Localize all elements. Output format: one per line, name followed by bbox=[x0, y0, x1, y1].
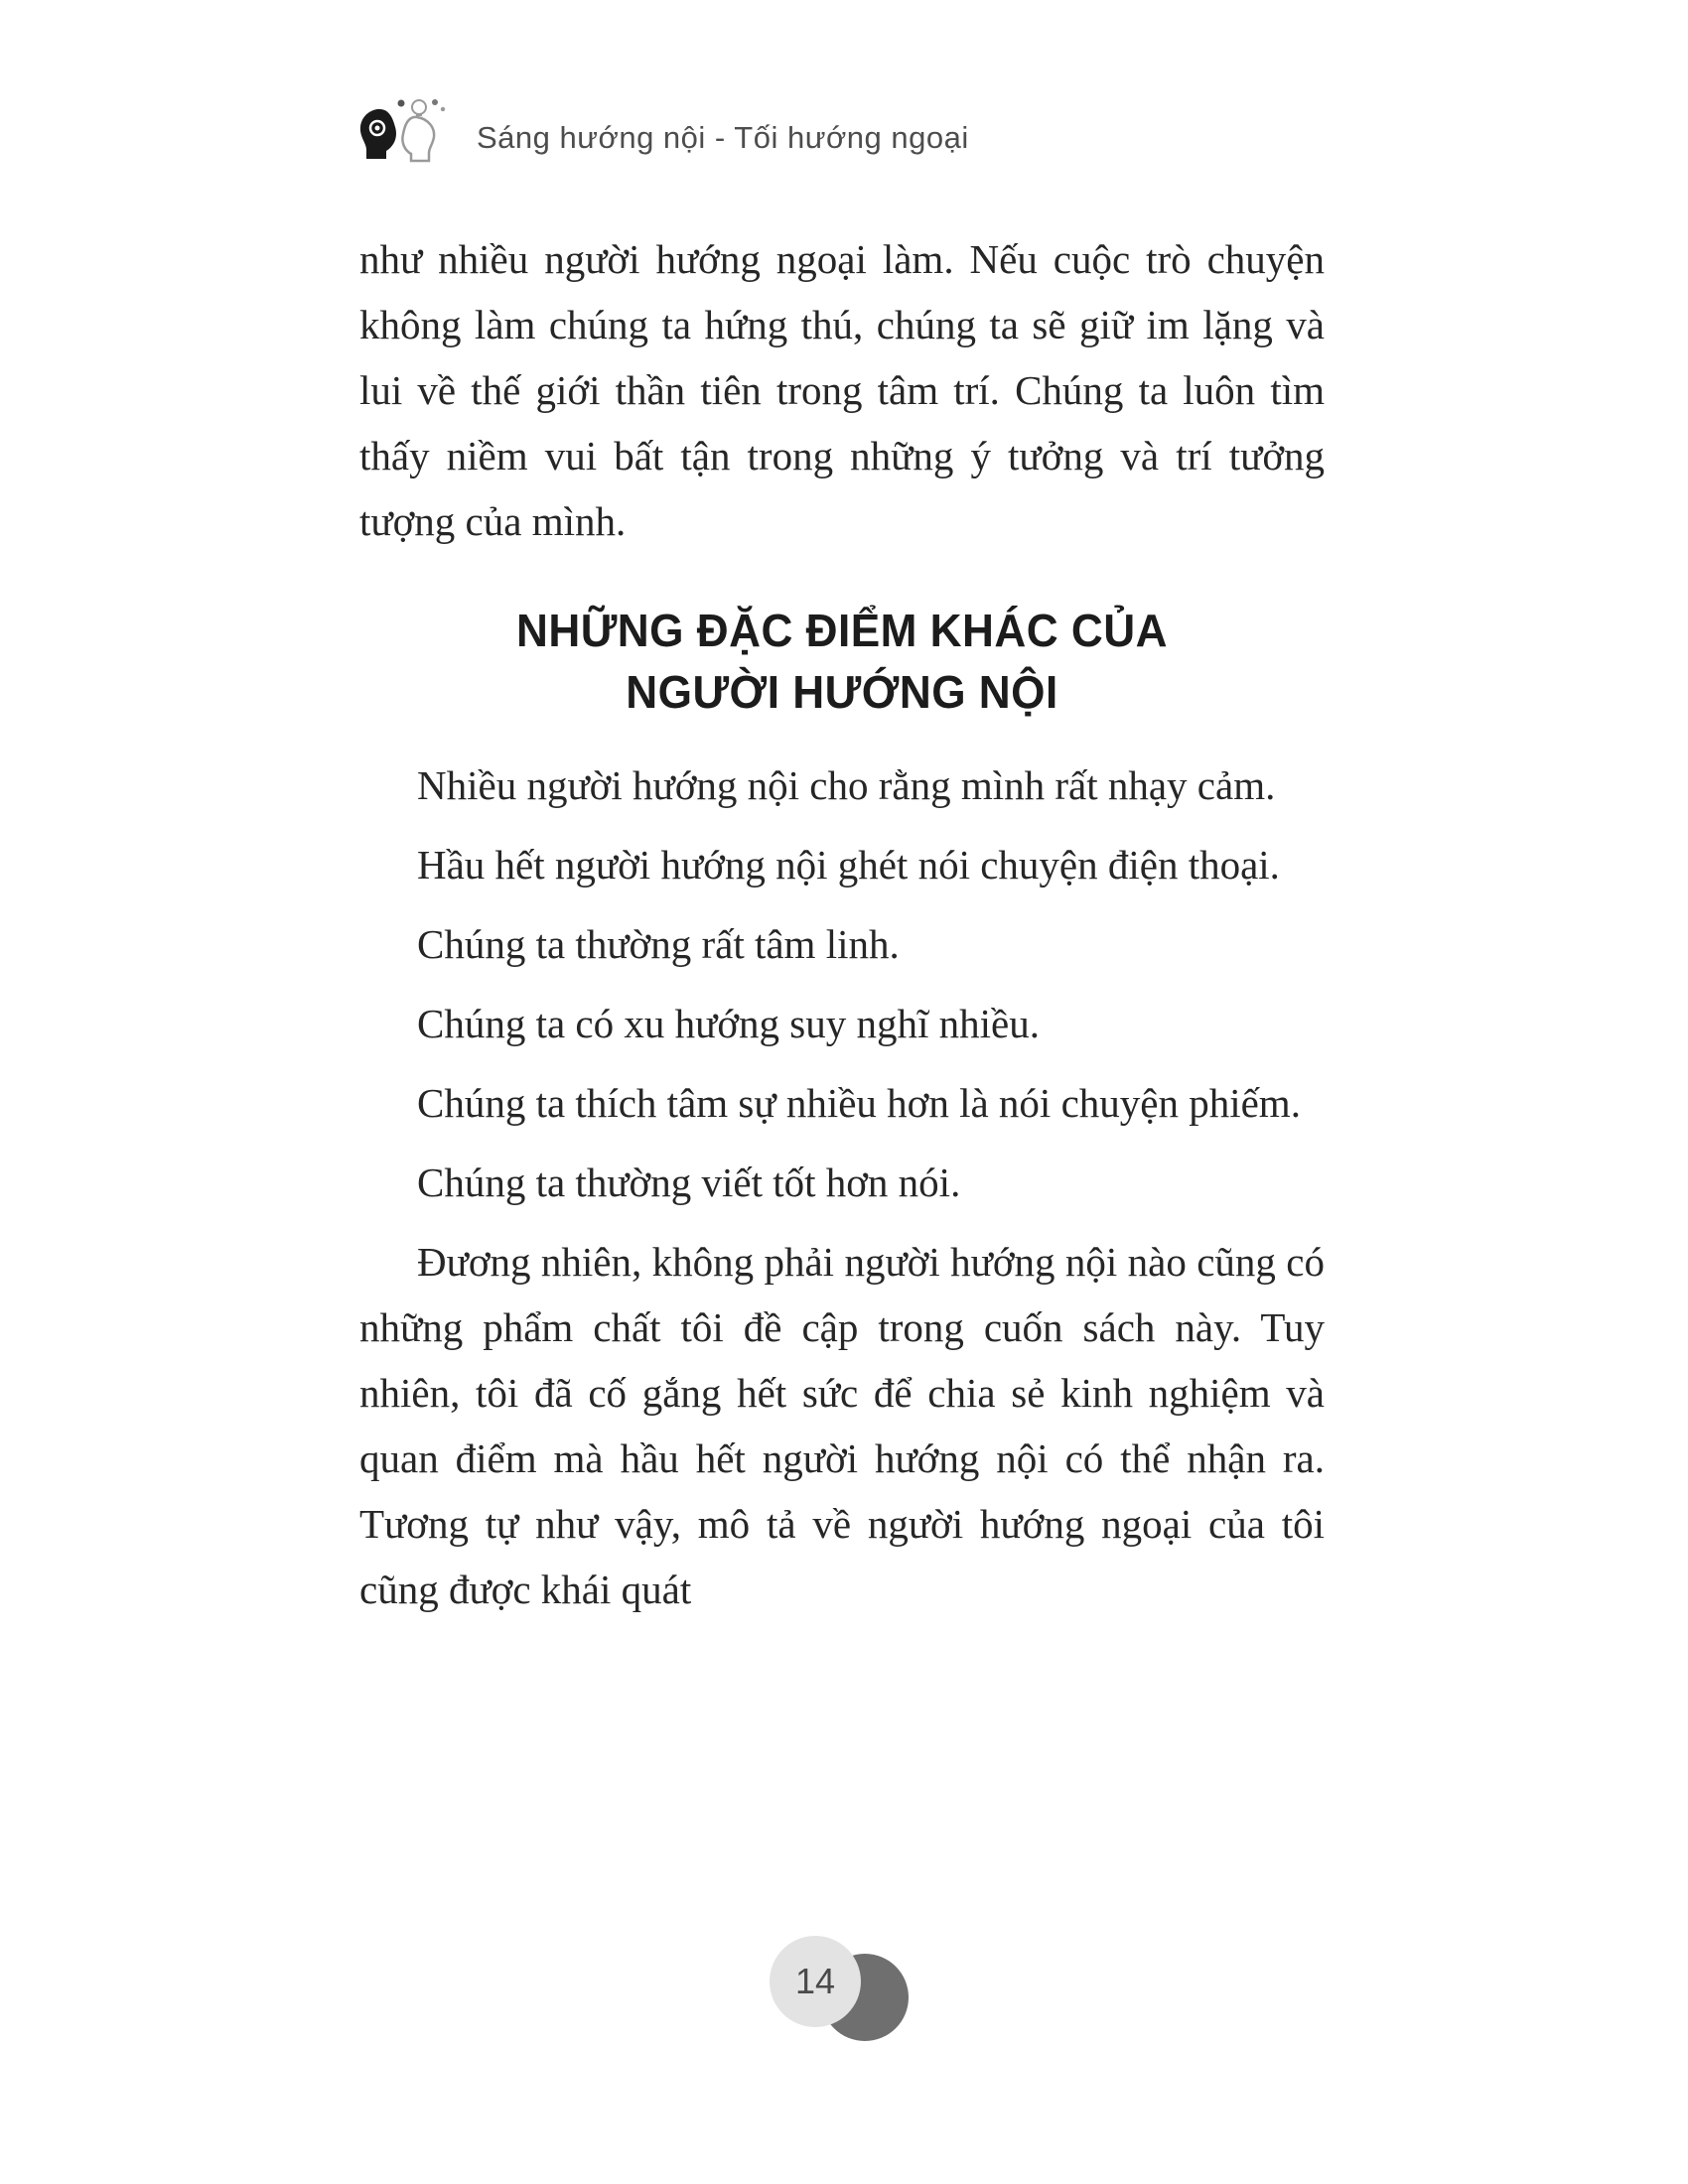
section-heading bbox=[359, 600, 1325, 723]
running-header bbox=[355, 95, 1331, 167]
section-heading-line1: NHỮNG ĐẶC ĐIỂM KHÁC CỦA bbox=[515, 605, 1169, 656]
paragraph: Chúng ta có xu hướng suy nghĩ nhiều. bbox=[417, 1001, 1040, 1046]
paragraph-intro: như nhiều người hướng ngoại làm. Nếu cuộc trò chuyện không làm chúng ta hứng thú, chúng ta sẽ giữ im lặng và lui về thế giới thần tiên trong tâm trí. Chúng ta luôn tìm thấy niềm vui bất tận trong những ý tưởng và trí tưởng tượng của mình. bbox=[359, 236, 1325, 544]
page-number-circle bbox=[770, 1936, 861, 2027]
page-number-ornament bbox=[770, 1936, 918, 2045]
running-header-title: Sáng hướng nội - Tối hướng ngoại bbox=[477, 120, 969, 155]
section-heading-line2: NGƯỜI HƯỚNG NỘI bbox=[626, 666, 1058, 718]
text-column bbox=[359, 226, 1325, 1622]
paragraph: Hầu hết người hướng nội ghét nói chuyện điện thoại. bbox=[417, 842, 1280, 887]
paragraph: Đương nhiên, không phải người hướng nội nào cũng có những phẩm chất tôi đề cập trong cuốn sách này. Tuy nhiên, tôi đã cố gắng hết sức để chia sẻ kinh nghiệm và quan điểm mà hầu hết người hướng nội có thể nhận ra. Tương tự như vậy, mô tả về người hướng ngoại của tôi cũng được khái quát bbox=[359, 1239, 1325, 1612]
paragraph: Nhiều người hướng nội cho rằng mình rất nhạy cảm. bbox=[417, 762, 1276, 808]
page-footer bbox=[0, 1936, 1688, 2045]
paragraph: Chúng ta thích tâm sự nhiều hơn là nói chuyện phiếm. bbox=[417, 1080, 1301, 1126]
paragraph: Chúng ta thường viết tốt hơn nói. bbox=[417, 1160, 961, 1205]
page-number: 14 bbox=[794, 1961, 836, 2001]
introvert-extrovert-heads-icon bbox=[355, 95, 459, 167]
paragraph: Chúng ta thường rất tâm linh. bbox=[417, 921, 900, 967]
